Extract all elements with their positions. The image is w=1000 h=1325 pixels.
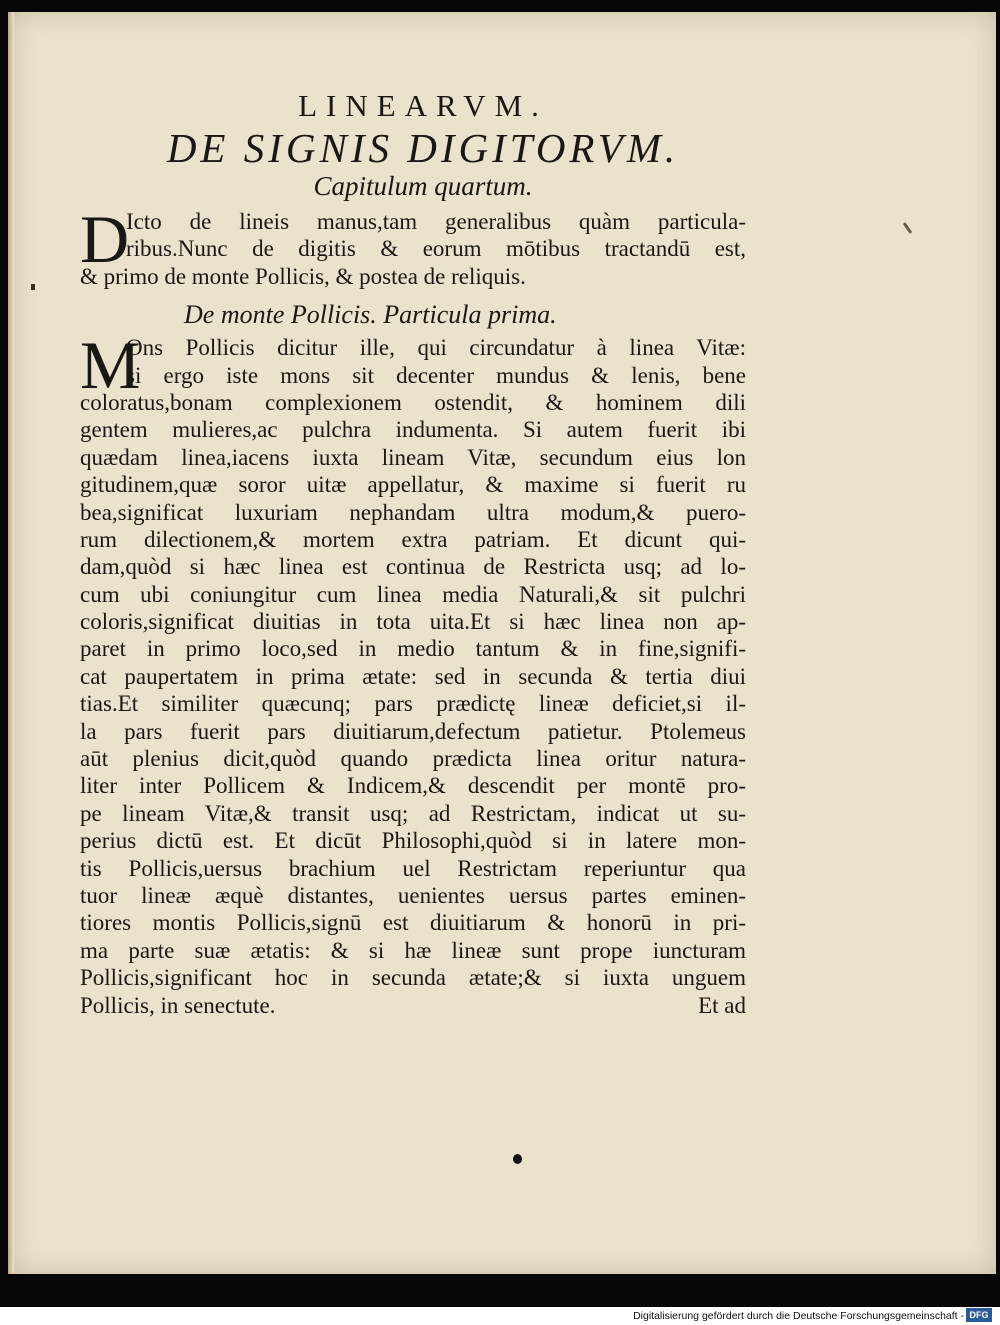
text-line: Icto de lineis manus,tam generalibus quàm particula- [126,209,746,234]
text-line: aūt plenius dicit,quòd quando prædicta linea oritur natura- [80,746,746,772]
text-line: tuor lineæ æquè distantes, uenientes uersus partes eminen- [80,882,746,908]
text-line: cat paupertatem in prima ætate: sed in secunda & tertia diui [80,663,746,689]
text-line: liter inter Pollicem & Indicem,& descendit per montē pro- [80,773,746,799]
text-line: Pollicis,significant hoc in secunda ætate;& si iuxta unguem [80,965,746,991]
text-line: & primo de monte Pollicis, & postea de reliquis. [80,263,526,289]
text-line: pe lineam Vitæ,& transit usq; ad Restrictam, indicat ut su- [80,800,746,826]
text-line: bea,significat luxuriam nephandam ultra modum,& puero- [80,499,746,525]
text-line: ma parte suæ ætatis: & si hæ lineæ sunt prope iuncturam [80,937,746,963]
dfg-logo: DFG [966,1308,992,1322]
text-line: coloris,significat diuitias in tota uita.Et si hæc linea non ap- [80,609,746,635]
catchword: Et ad [698,992,746,1018]
text-line: tias.Et similiter quæcunq; pars prædictę lineæ deficiet,si il- [80,691,746,717]
dropcap-initial: M [80,327,141,404]
digitization-credit: Digitalisierung gefördert durch die Deutsche Forschungsgemeinschaft - [633,1310,964,1322]
dropcap-initial: D [80,201,130,277]
text-line: tiores montis Pollicis,signū est diuitiarum & honorū in pri- [80,910,746,936]
text-line: ribus.Nunc de digitis & eorum mōtibus tractandū est, [126,236,746,262]
text-line: quædam linea,iacens iuxta lineam Vitæ, secundum eius lon [80,444,746,470]
text-line: coloratus,bonam complexionem ostendit, & hominem dili [80,389,746,415]
text-line: perius dictū est. Et dicūt Philosophi,quòd si in latere mon- [80,828,746,854]
text-line: Ons Pollicis dicitur ille, qui circundatur à linea Vitæ: [126,335,746,361]
chapter-title: DE SIGNIS DIGITORVM. [166,125,680,171]
text-line: gentem mulieres,ac pulchra indumenta. Si autem fuerit ibi [80,417,746,443]
page-gutter-shadow [8,12,14,1274]
text-line: dam,quòd si hæc linea est continua de Restricta usq; ad lo- [80,554,746,580]
text-line: paret in primo loco,sed in medio tantum & in fine,signifi- [80,636,746,662]
body-paragraph [80,327,746,1019]
text-line: la pars fuerit pars diuitiarum,defectum patietur. Ptolemeus [80,718,746,744]
chapter-subtitle: Capitulum quartum. [313,171,533,201]
last-line-with-catchword [80,992,746,1019]
text-line: tis Pollicis,uersus brachium uel Restrictam reperiuntur qua [80,855,746,881]
text-line: rum dilectionem,& mortem extra patriam. Et dicunt qui- [80,526,746,552]
text-line: si ergo iste mons sit decenter mundus & lenis, bene [126,362,746,388]
running-head: LINEARVM. [298,88,548,123]
margin-ink-mark [31,284,35,290]
text-line: gitudinem,quæ soror uitæ appellatur, & maxime si fuerit ru [80,472,746,498]
intro-paragraph [80,201,746,290]
page-text [80,86,746,1019]
text-line: cum ubi coniungitur cum linea media Naturali,& sit pulchri [80,581,746,607]
section-heading: De monte Pollicis. Particula prima. [184,300,557,330]
text-line: Pollicis, in senectute. [80,992,276,1018]
signature-dot [513,1154,522,1164]
